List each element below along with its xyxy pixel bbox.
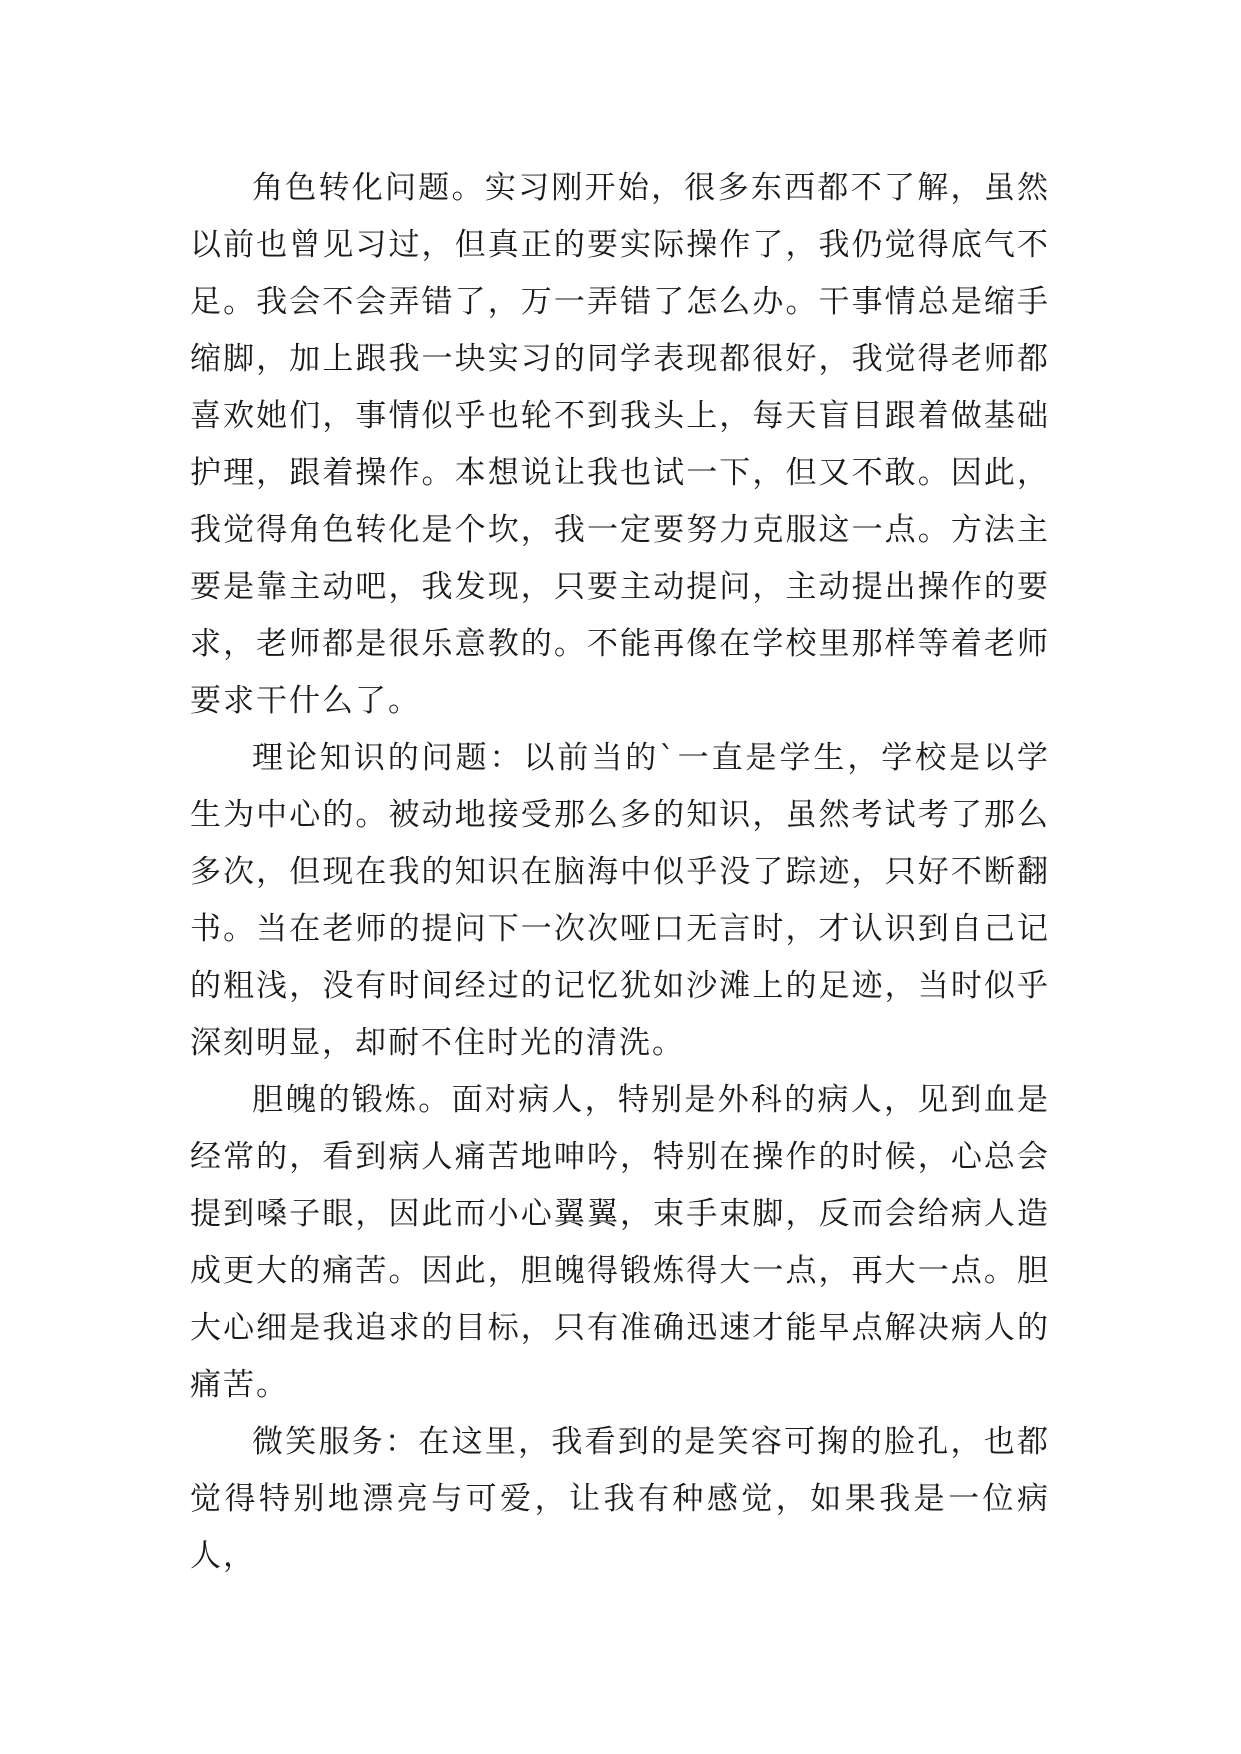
paragraph-courage-training: 胆魄的锻炼。面对病人，特别是外科的病人，见到血是经常的，看到病人痛苦地呻吟，特别在操作的时候，心总会提到嗓子眼，因此而小心翼翼，束手束脚，反而会给病人造成更大的痛苦。因此，胆魄得锻炼得大一点，再大一点。胆大心细是我追求的目标，只有准确迅速才能早点解决病人的痛苦。 xyxy=(190,1082,1050,1403)
paragraph-role-transition: 角色转化问题。实习刚开始，很多东西都不了解，虽然以前也曾见习过，但真正的要实际操作了，我仍觉得底气不足。我会不会弄错了，万一弄错了怎么办。干事情总是缩手缩脚，加上跟我一块实习的同学表现都很好，我觉得老师都喜欢她们，事情似乎也轮不到我头上，每天盲目跟着做基础护理，跟着操作。本想说让我也试一下，但又不敢。因此，我觉得角色转化是个坎，我一定要努力克服这一点。方法主要是靠主动吧，我发现，只要主动提问，主动提出操作的要求，老师都是很乐意教的。不能再像在学校里那样等着老师要求干什么了。 xyxy=(190,170,1050,719)
document-body xyxy=(190,160,1050,1585)
paragraph-smile-service: 微笑服务：在这里，我看到的是笑容可掬的脸孔，也都觉得特别地漂亮与可爱，让我有种感觉，如果我是一位病人， xyxy=(190,1424,1050,1574)
paragraph-theory-knowledge: 理论知识的问题：以前当的`一直是学生，学校是以学生为中心的。被动地接受那么多的知识，虽然考试考了那么多次，但现在我的知识在脑海中似乎没了踪迹，只好不断翻书。当在老师的提问下一次次哑口无言时，才认识到自己记的粗浅，没有时间经过的记忆犹如沙滩上的足迹，当时似乎深刻明显，却耐不住时光的清洗。 xyxy=(190,740,1050,1061)
